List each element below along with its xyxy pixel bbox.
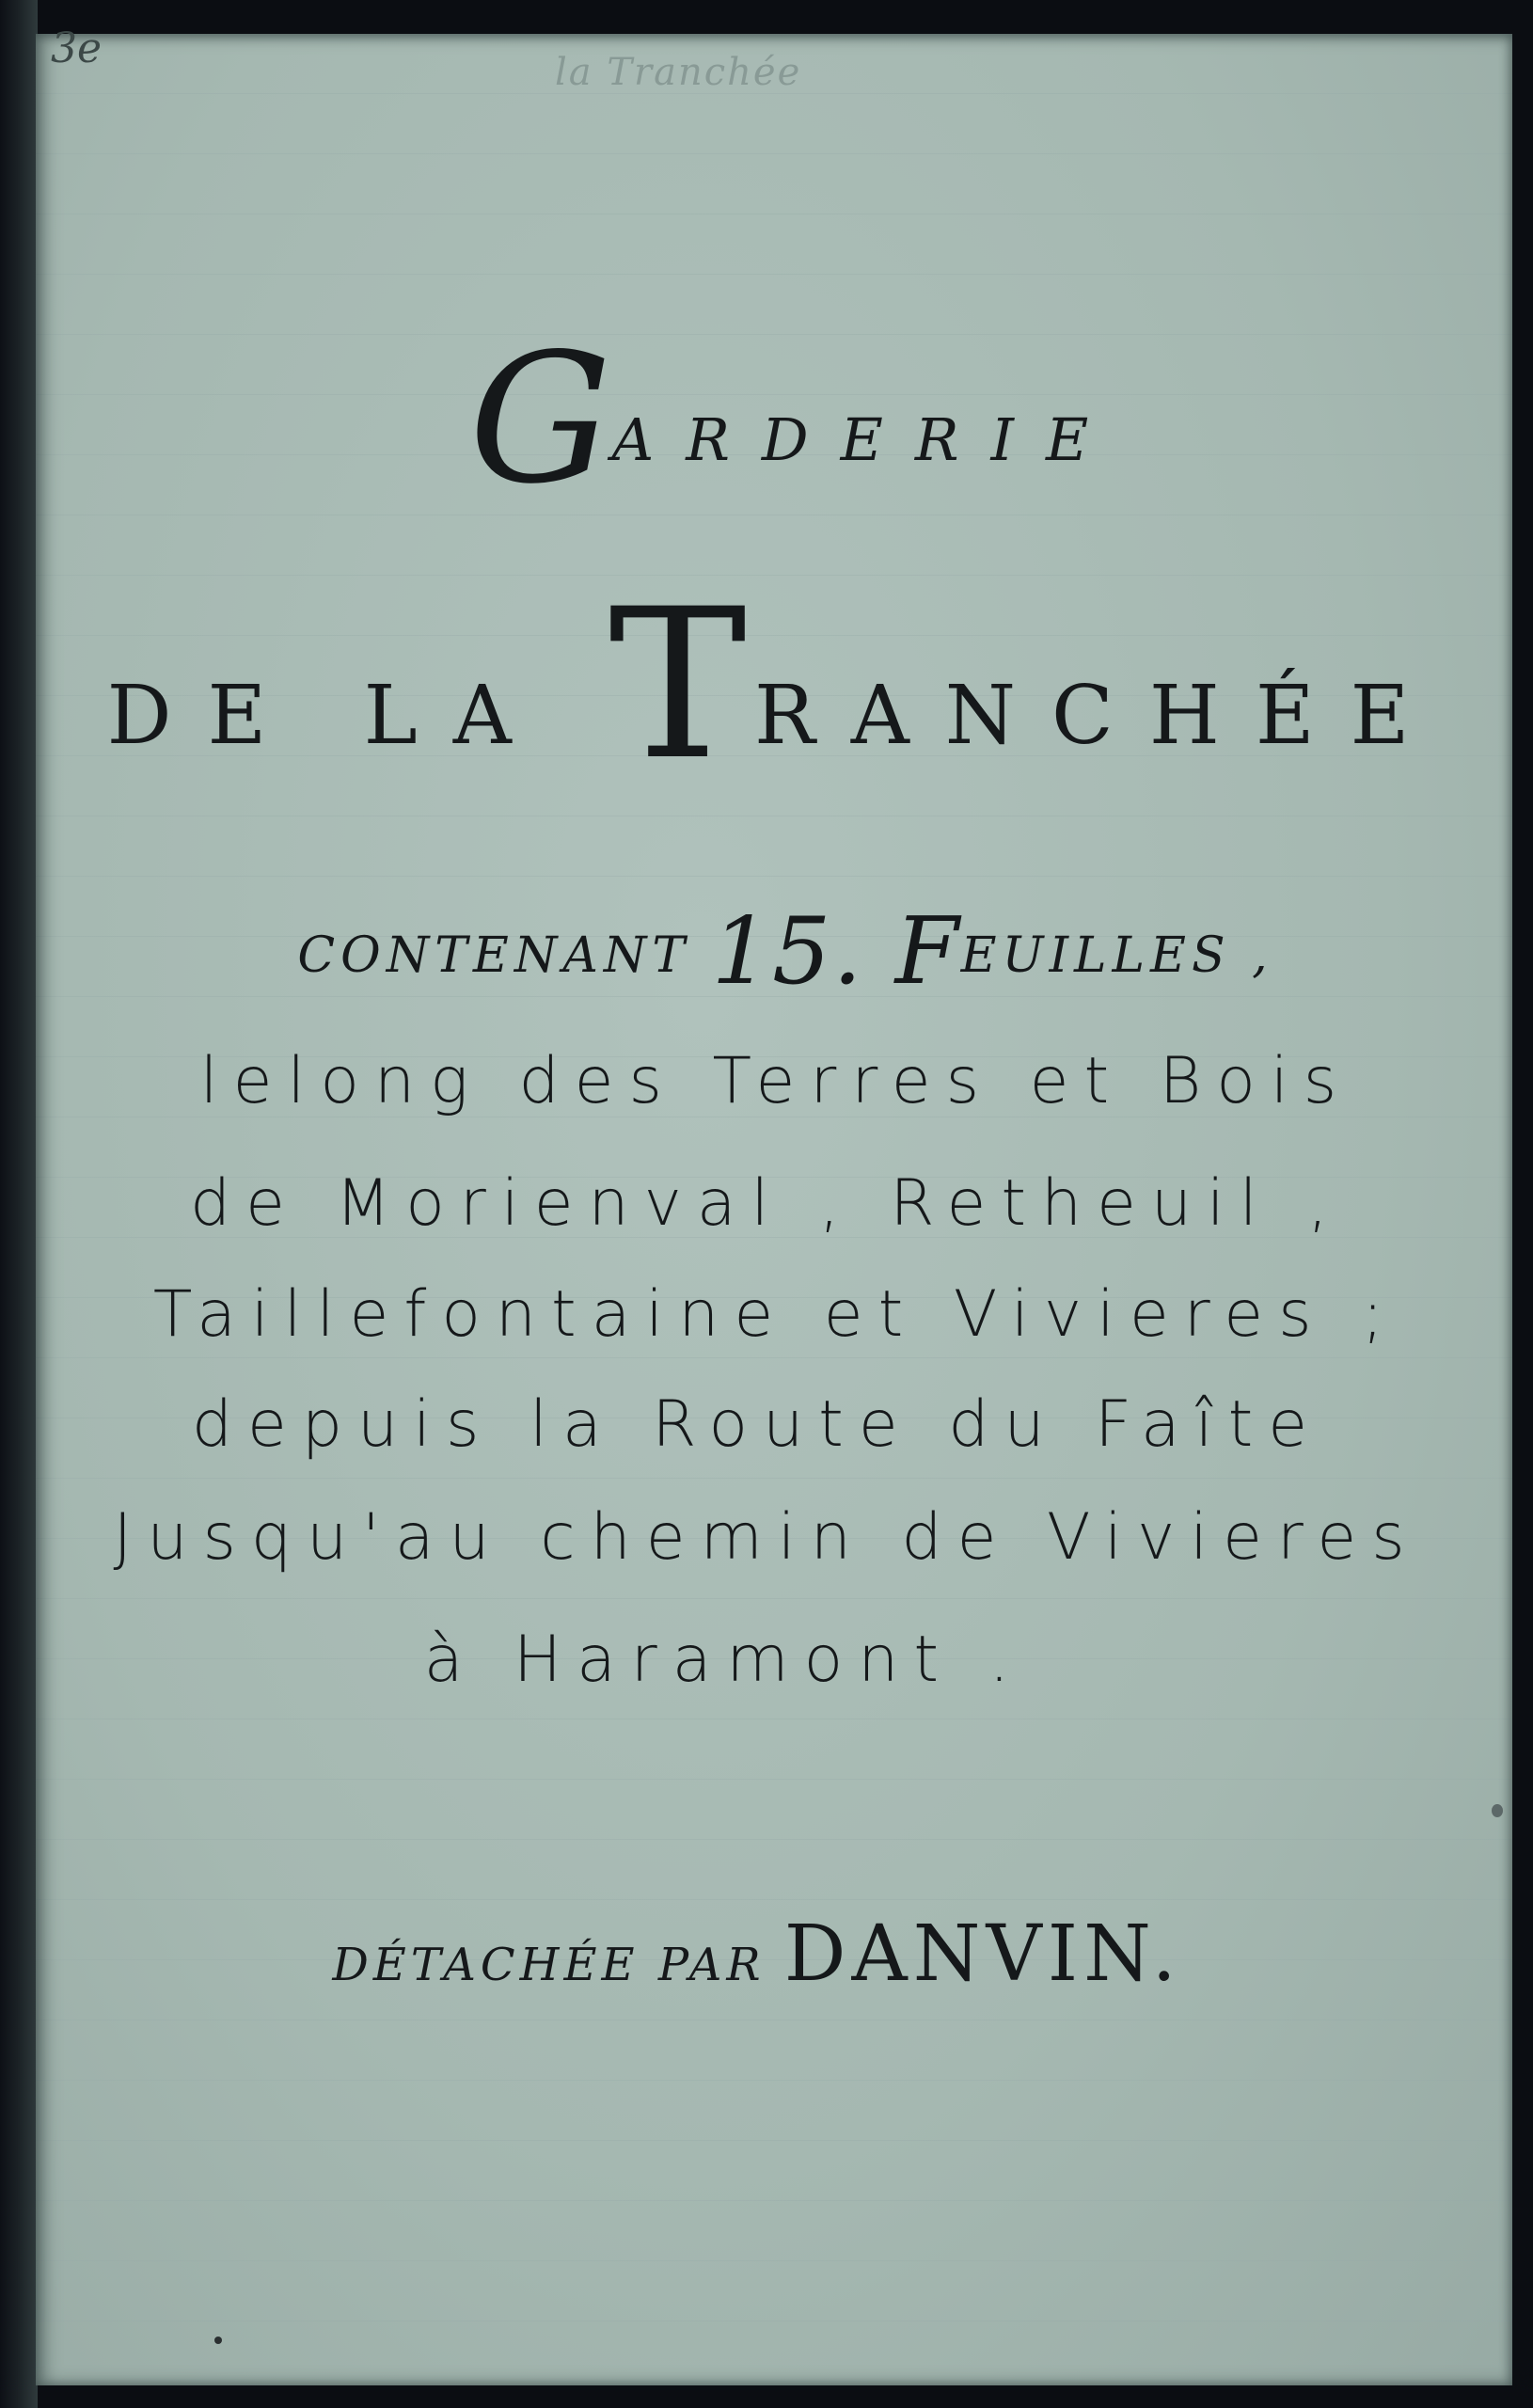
contents-prefix: CONTENANT xyxy=(297,927,691,984)
description-line: lelong des Terres et Bois xyxy=(199,1044,1352,1118)
title-initial-g: G xyxy=(468,315,612,523)
contents-rest: EUILLES , xyxy=(960,927,1273,984)
signature-prefix: DÉTACHÉE PAR xyxy=(332,1939,766,1991)
title-word-rest: RANCHÉE xyxy=(753,669,1446,763)
faint-pencil-note: la Tranchée xyxy=(555,51,802,94)
description-line: depuis la Route du Faîte xyxy=(191,1387,1323,1462)
signature-name: DANVIN. xyxy=(783,1909,1182,1999)
title-line-tranchee xyxy=(0,564,1533,805)
page-number: 3e xyxy=(51,24,103,72)
title-prefix: DE LA xyxy=(106,669,547,763)
title-initial-t: T xyxy=(608,564,754,805)
binding-mark xyxy=(1492,1804,1503,1817)
description-line: à Haramont . xyxy=(423,1623,1025,1697)
contents-line xyxy=(0,898,1533,1006)
description-line: Jusqu'au chemin de Vivieres xyxy=(113,1500,1420,1575)
contents-count: 15. F xyxy=(711,898,961,1006)
description-line: de Morienval , Retheuil , xyxy=(189,1166,1344,1241)
title-line-gardierie xyxy=(0,315,1533,523)
description-line: Taillefontaine et Vivieres ; xyxy=(152,1277,1399,1352)
ink-speck xyxy=(214,2337,222,2344)
title-word-rest: ARDERIE xyxy=(611,405,1121,474)
signature-line xyxy=(0,1909,1533,1999)
